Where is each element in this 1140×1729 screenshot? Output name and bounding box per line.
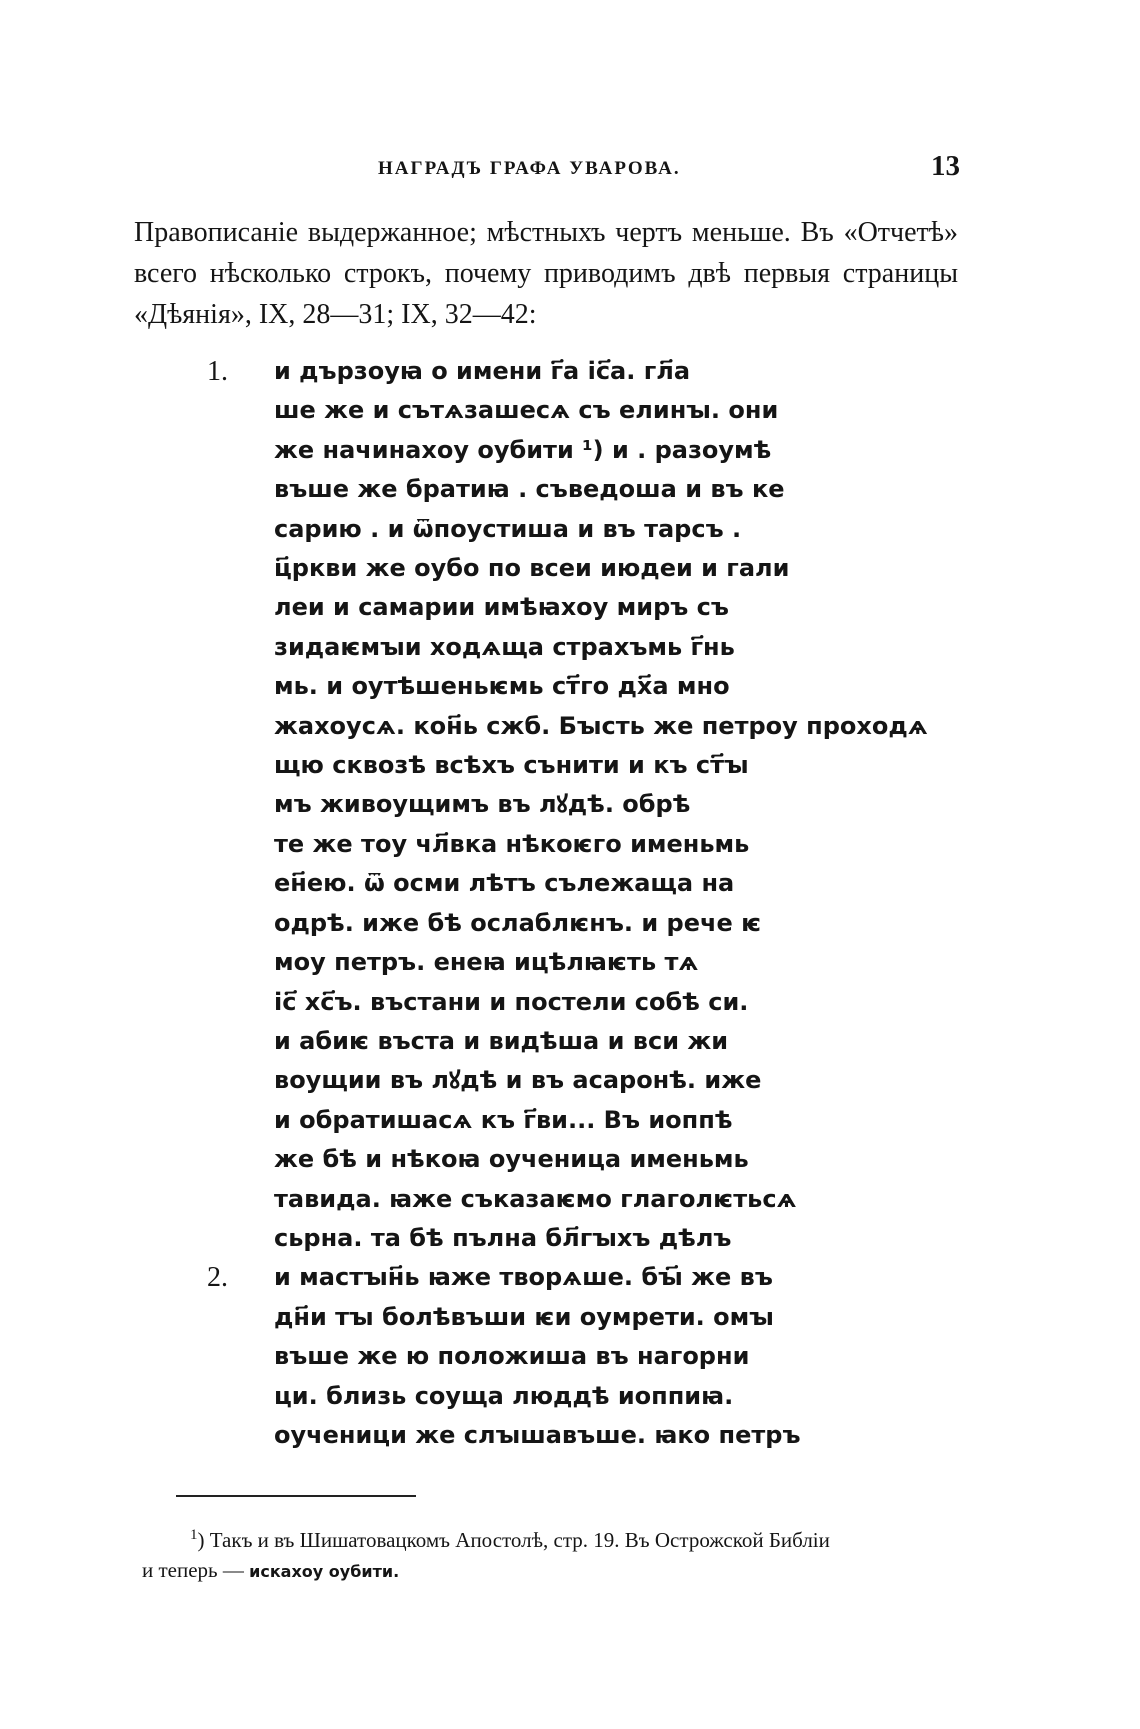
intro-paragraph [134, 212, 958, 335]
passage-line: ен҃ею. ѿ осми лѣтъ сълежаща на [274, 869, 735, 898]
footnote-line-1 [142, 1520, 972, 1555]
passage-line: сарию . и ѿпоустиша и въ тарсъ . [274, 514, 742, 543]
passage-line: леи и самарии имѣꙗхоу миръ съ [274, 593, 729, 622]
verse-number: 1. [207, 356, 228, 387]
footnote [142, 1520, 972, 1587]
passage-line: ци. близь соуща люддѣ иоппиꙗ. [274, 1381, 734, 1410]
passage-line: зидаѥмꙑи ходѧща страхъмь г҃нь [274, 632, 735, 661]
passage-line: дн҃и тꙑ болѣвъши ѥи оумрети. омꙑ [274, 1302, 774, 1331]
passage-line: же начинахоу оубити ¹) и . разоумѣ [274, 435, 772, 464]
passage-line: іс҃ хс҃ъ. въстани и постели собѣ си. [274, 987, 749, 1016]
church-slavonic-passage [207, 352, 928, 1455]
passage-line: ц҃ркви же оубо по всеи июдеи и гали [274, 554, 790, 583]
passage-line: въше же ю положиша въ нагорни [274, 1342, 750, 1371]
passage-line: и абиѥ въста и видѣша и вси жи [274, 1026, 729, 1055]
passage-line: щю сквозѣ всѣхъ сънити и къ ст҃ꙑ [274, 751, 749, 780]
page-number: 13 [931, 150, 960, 182]
passage-line: одрѣ. иже бѣ ослаблѥнъ. и рече ѥ [274, 908, 762, 937]
passage-line: мь. и оутѣшеньѥмь ст҃го дх҃а мно [274, 672, 730, 701]
footnote-text-2: и теперь — [142, 1558, 250, 1582]
passage-line: те же тоу чл҃вка нѣкоѥго именьмь [274, 829, 750, 858]
footnote-rule [176, 1495, 416, 1497]
passage-line: и мастꙑн҃ь ꙗже творѧше. бꙑ҃ же въ [274, 1263, 773, 1292]
intro-text: Правописаніе выдержанное; мѣстныхъ чертъ меньше. Въ «Отчетѣ» всего нѣсколько строкъ, почему приводимъ двѣ первыя страницы «Дѣянія», IX, 28—31; IX, 32—42: [134, 217, 958, 330]
passage-line: же бѣ и нѣкоꙗ оученица именьмь [274, 1145, 749, 1174]
verse-block [207, 352, 928, 1258]
verse-block [207, 1258, 801, 1455]
passage-line: моу петръ. енеꙗ ицѣлꙗѥть тѧ [274, 948, 699, 977]
passage-line: и обратишасѧ къ г҃ви... Въ иоппѣ [274, 1105, 733, 1134]
footnote-text-1: ) Такъ и въ Шишатовацкомъ Апостолѣ, стр. 19. Въ Острожской Библіи [197, 1528, 830, 1552]
passage-line: въше же братиꙗ . съведоша и въ ке [274, 475, 785, 504]
footnote-marker: 1 [190, 1527, 198, 1543]
passage-line: тавида. ꙗже съказаѥмо глаголѥтьсѧ [274, 1184, 797, 1213]
passage-line: и дързоуꙗ о имени г҃а іс҃а. гл҃а [274, 357, 691, 385]
running-head [130, 150, 960, 190]
passage-line: мъ живоущимъ въ лꙋдѣ. обрѣ [274, 790, 691, 819]
footnote-line-2 [142, 1555, 972, 1587]
passage-line: оученици же слꙑшавъше. ꙗко петръ [274, 1420, 801, 1449]
verse-number: 2. [207, 1262, 228, 1294]
passage-line: жахоусѧ. кон҃ь сжб. Бꙑсть же петроу проходѧ [274, 711, 928, 740]
passage-line: воущии въ лꙋдѣ и въ асаронѣ. иже [274, 1066, 762, 1095]
running-title: НАГРАДЪ ГРАФА УВАРОВА. [378, 158, 681, 179]
footnote-slavonic-quote: искахоу оубити. [249, 1562, 400, 1581]
passage-line: ше же и сътѧзашесѧ съ елинꙑ. они [274, 396, 779, 425]
passage-line: сьрна. та бѣ пълна бл҃гꙑхъ дѣлъ [274, 1223, 732, 1252]
